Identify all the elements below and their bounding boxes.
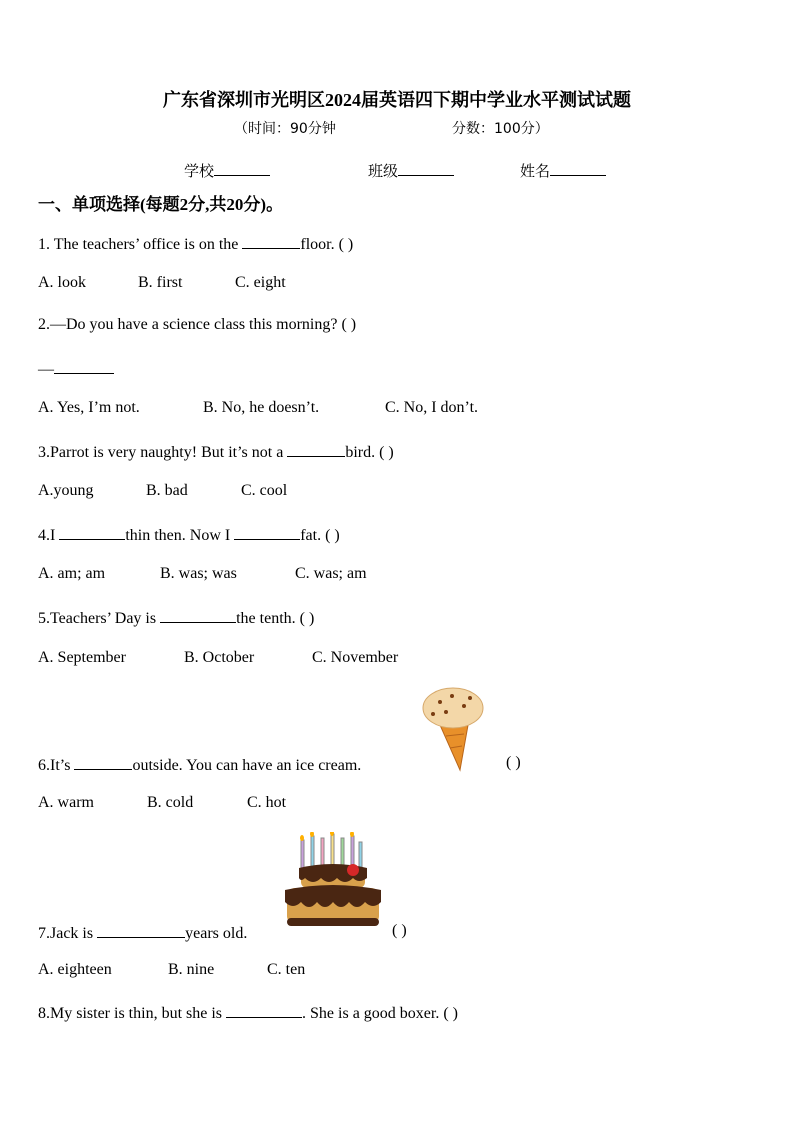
- answer-blank[interactable]: [242, 233, 300, 249]
- question-text: 6.It’s: [38, 757, 71, 774]
- exam-score: 分数：100分）: [452, 121, 549, 137]
- question-text: 3.Parrot is very naughty! But it’s not a: [38, 444, 284, 461]
- exam-time: （时间：90分钟: [234, 121, 336, 137]
- answer-blank[interactable]: [160, 607, 236, 623]
- option-c[interactable]: C. cool: [241, 482, 288, 499]
- option-b[interactable]: B. was; was: [160, 565, 237, 582]
- question-2: 2.—Do you have a science class this morning? ( ): [38, 316, 357, 333]
- answer-paren[interactable]: ( ): [506, 754, 521, 771]
- school-label: 学校: [184, 162, 215, 180]
- answer-blank[interactable]: [74, 754, 132, 770]
- option-a[interactable]: A. eighteen: [38, 961, 112, 978]
- answer-blank[interactable]: [234, 524, 300, 540]
- option-a[interactable]: A. am; am: [38, 565, 106, 582]
- dash: —: [38, 361, 54, 378]
- class-blank[interactable]: [398, 161, 454, 176]
- name-label: 姓名: [520, 162, 551, 180]
- question-text-end: the tenth. ( ): [236, 610, 315, 627]
- option-a[interactable]: A. warm: [38, 794, 94, 811]
- option-c[interactable]: C. November: [312, 649, 399, 666]
- question-7: [38, 922, 247, 943]
- option-c[interactable]: C. eight: [235, 274, 286, 291]
- option-a[interactable]: A. September: [38, 649, 126, 666]
- answer-blank[interactable]: [54, 358, 114, 374]
- question-8: [38, 1002, 458, 1023]
- question-text-end: floor. ( ): [300, 236, 354, 253]
- question-text: 7.Jack is: [38, 925, 94, 942]
- option-b[interactable]: B. No, he doesn’t.: [203, 399, 320, 416]
- option-b[interactable]: B. bad: [146, 482, 188, 499]
- answer-blank[interactable]: [97, 922, 185, 938]
- question-text: 4.I: [38, 527, 56, 544]
- answer-line: [38, 358, 114, 379]
- section-heading: 一、单项选择(每题2分,共20分)。: [38, 195, 284, 214]
- answer-paren[interactable]: ( ): [392, 922, 407, 939]
- question-text-end: years old.: [185, 925, 248, 942]
- question-text-end: outside. You can have an ice cream.: [132, 757, 362, 774]
- question-5: [38, 607, 314, 628]
- option-a[interactable]: A. look: [38, 274, 86, 291]
- birthday-cake-icon: [283, 832, 383, 930]
- question-text: 1. The teachers’ office is on the: [38, 236, 239, 253]
- question-text-end: . She is a good boxer. ( ): [302, 1005, 458, 1022]
- class-field[interactable]: [368, 160, 454, 181]
- answer-blank[interactable]: [59, 524, 125, 540]
- question-text-end: fat. ( ): [300, 527, 340, 544]
- question-3: [38, 441, 394, 462]
- option-a[interactable]: A.young: [38, 482, 94, 499]
- name-blank[interactable]: [550, 161, 606, 176]
- page-title: 广东省深圳市光明区2024届英语四下期中学业水平测试试题: [163, 90, 631, 110]
- name-field[interactable]: [520, 160, 606, 181]
- school-blank[interactable]: [214, 161, 270, 176]
- question-text-mid: thin then. Now I: [125, 527, 231, 544]
- class-label: 班级: [368, 162, 399, 180]
- question-text: 5.Teachers’ Day is: [38, 610, 157, 627]
- question-1: [38, 233, 353, 254]
- school-field[interactable]: [184, 160, 270, 181]
- question-text: 8.My sister is thin, but she is: [38, 1005, 223, 1022]
- question-6: [38, 754, 361, 775]
- option-b[interactable]: B. cold: [147, 794, 194, 811]
- answer-blank[interactable]: [226, 1002, 302, 1018]
- ice-cream-icon: [418, 684, 488, 774]
- option-b[interactable]: B. October: [184, 649, 255, 666]
- option-c[interactable]: C. No, I don’t.: [385, 399, 479, 416]
- question-4: [38, 524, 340, 545]
- question-text-end: bird. ( ): [345, 444, 394, 461]
- answer-blank[interactable]: [287, 441, 345, 457]
- option-c[interactable]: C. was; am: [295, 565, 367, 582]
- option-c[interactable]: C. hot: [247, 794, 287, 811]
- option-b[interactable]: B. nine: [168, 961, 215, 978]
- option-a[interactable]: A. Yes, I’m not.: [38, 399, 140, 416]
- option-b[interactable]: B. first: [138, 274, 183, 291]
- option-c[interactable]: C. ten: [267, 961, 306, 978]
